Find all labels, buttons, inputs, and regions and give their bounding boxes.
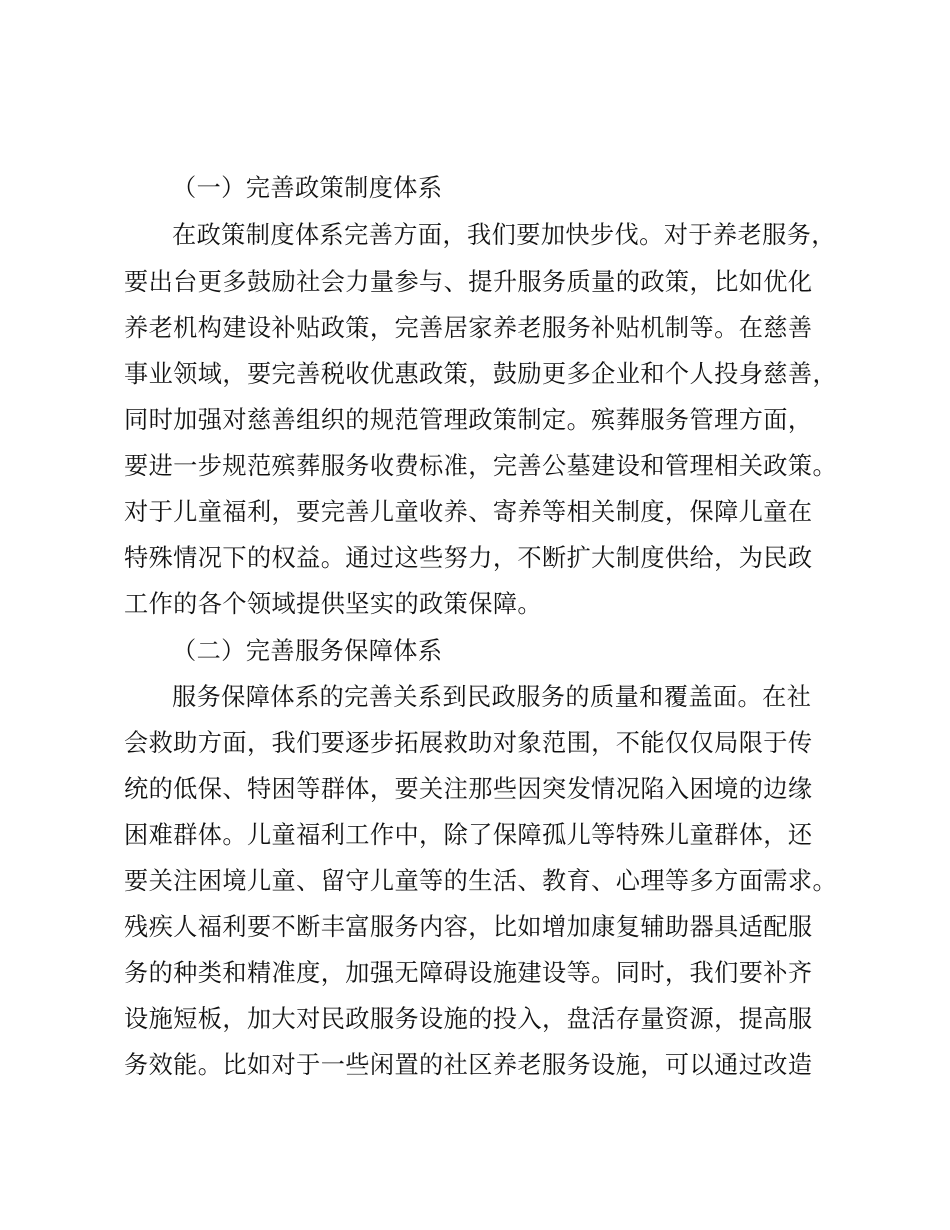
paragraph-line: 要出台更多鼓励社会力量参与、提升服务质量的政策，比如优化 <box>124 268 813 296</box>
paragraph-line: 对于儿童福利，要完善儿童收养、寄养等相关制度，保障儿童在 <box>124 498 813 526</box>
paragraph-line: 工作的各个领域提供坚实的政策保障。 <box>124 590 542 618</box>
paragraph-line: 服务保障体系的完善关系到民政服务的质量和覆盖面。在社 <box>172 683 812 711</box>
paragraph-line: 同时加强对慈善组织的规范管理政策制定。殡葬服务管理方面， <box>124 406 813 434</box>
paragraph-line: 特殊情况下的权益。通过这些努力，不断扩大制度供给，为民政 <box>124 544 813 572</box>
paragraph-line: 残疾人福利要不断丰富服务内容，比如增加康复辅助器具适配服 <box>124 913 813 941</box>
paragraph-line: 事业领域，要完善税收优惠政策，鼓励更多企业和个人投身慈善， <box>124 360 838 388</box>
paragraph-line: 务效能。比如对于一些闲置的社区养老服务设施，可以通过改造 <box>124 1051 813 1079</box>
paragraph-line: 统的低保、特困等群体，要关注那些因突发情况陷入困境的边缘 <box>124 775 813 803</box>
paragraph-line: 困难群体。儿童福利工作中，除了保障孤儿等特殊儿童群体，还 <box>124 821 813 849</box>
paragraph-line: 在政策制度体系完善方面，我们要加快步伐。对于养老服务， <box>172 221 836 249</box>
paragraph-line: 养老机构建设补贴政策，完善居家养老服务补贴机制等。在慈善 <box>124 314 813 342</box>
paragraph-line: 会救助方面，我们要逐步拓展救助对象范围，不能仅仅局限于传 <box>124 729 813 757</box>
paragraph-line: 设施短板，加大对民政服务设施的投入，盘活存量资源，提高服 <box>124 1005 813 1033</box>
paragraph-line: 要关注困境儿童、留守儿童等的生活、教育、心理等多方面需求。 <box>124 867 838 895</box>
paragraph-line: 要进一步规范殡葬服务收费标准，完善公墓建设和管理相关政策。 <box>124 452 838 480</box>
section-heading-1: （一）完善政策制度体系 <box>172 174 443 202</box>
paragraph-line: 务的种类和精准度，加强无障碍设施建设等。同时，我们要补齐 <box>124 959 813 987</box>
section-heading-2: （二）完善服务保障体系 <box>172 637 443 665</box>
